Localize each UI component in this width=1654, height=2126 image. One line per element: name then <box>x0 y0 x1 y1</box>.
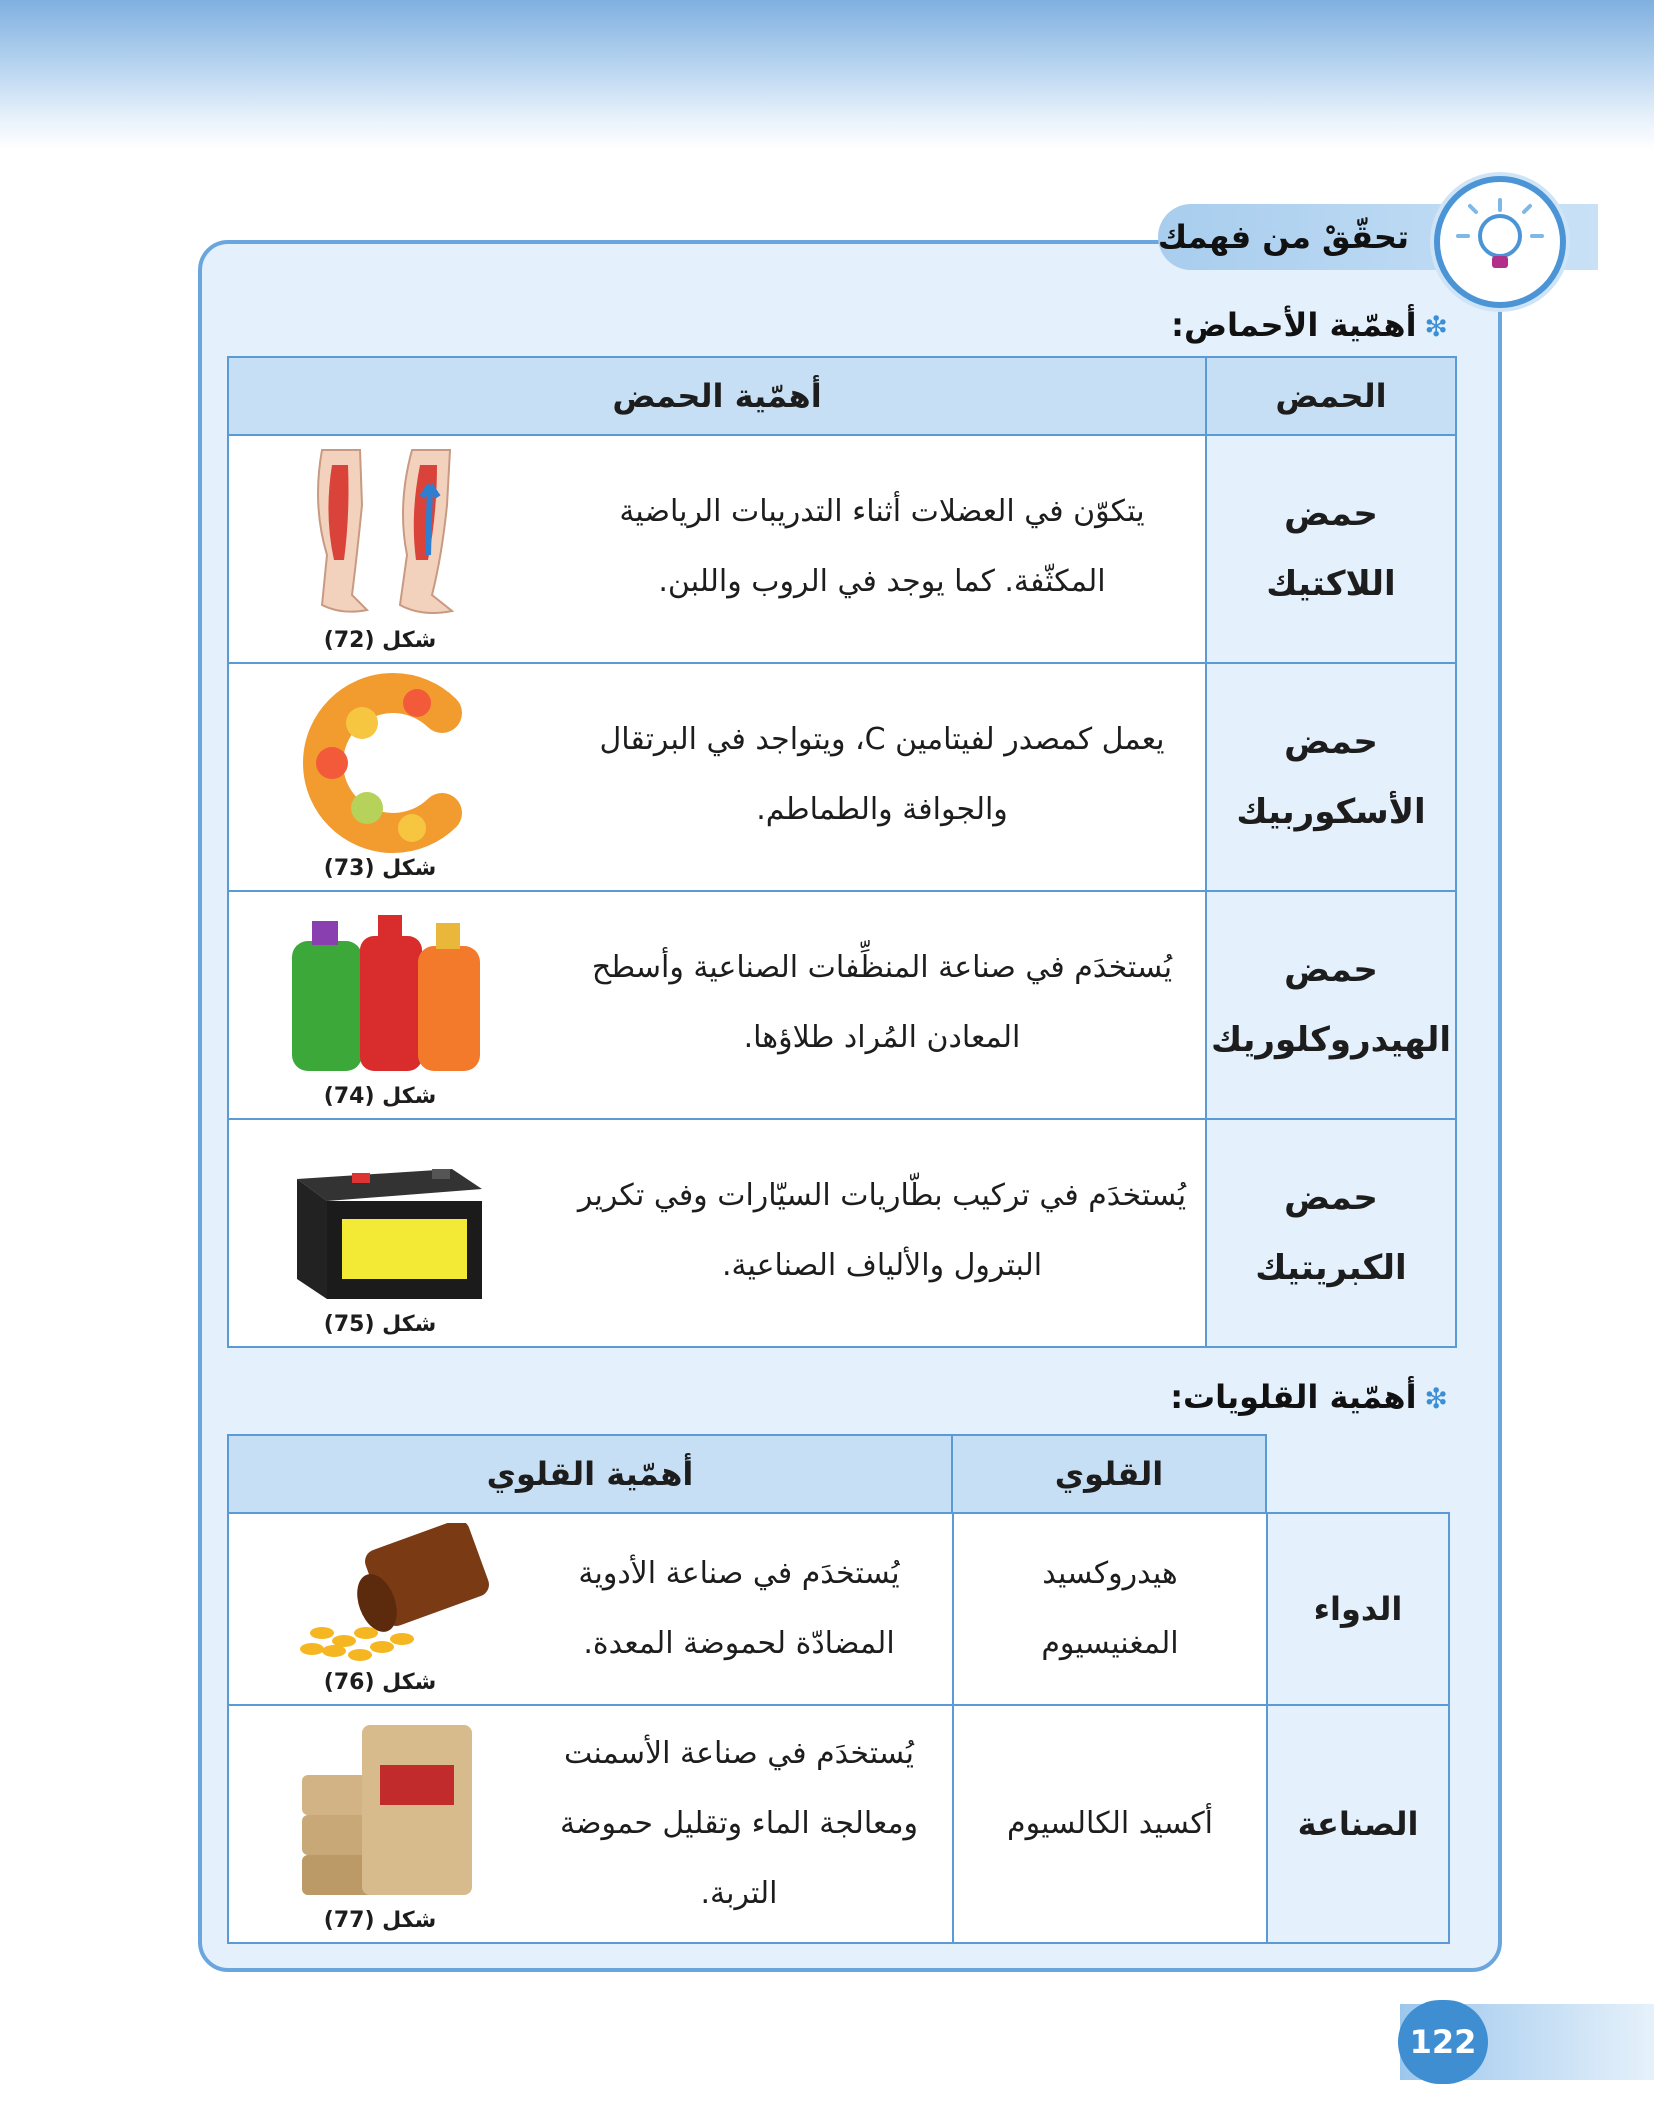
alkali-importance-column-header: أهمّية القلوي <box>228 1435 952 1513</box>
alkalis-table <box>227 1512 1450 1944</box>
cement-bags-icon <box>282 1715 492 1905</box>
figure-caption: شكل (74) <box>323 1084 437 1109</box>
figure-caption: شكل (77) <box>323 1908 437 1933</box>
acid-description: يتكوّن في العضلات أثناء التدريبات الرياضية المكثّفة. كما يوجد في الروب واللبن. <box>619 494 1145 599</box>
alkalis-header-row <box>228 1435 1266 1513</box>
acid-name: حمض اللاكتيك <box>1206 435 1456 663</box>
acids-table <box>227 356 1457 1348</box>
alkali-category: الدواء <box>1267 1513 1449 1705</box>
citrus-c-icon <box>282 673 492 853</box>
acid-description: يعمل كمصدر لفيتامين C، ويتواجد في البرتقال والجوافة والطماطم. <box>599 722 1165 827</box>
pill-bottle-icon <box>282 1523 492 1673</box>
acid-importance-cell <box>228 435 1206 663</box>
table-row <box>228 435 1456 663</box>
acid-importance-cell <box>228 1119 1206 1347</box>
acid-column-header: الحمض <box>1206 357 1456 435</box>
acid-description: يُستخدَم في صناعة المنظِّفات الصناعية وأسطح المعادن المُراد طلاؤها. <box>591 950 1173 1055</box>
lightbulb-icon <box>1434 176 1566 308</box>
detergent-bottles-icon <box>282 901 492 1081</box>
section-heading: تحقّقْ من فهمك <box>1157 218 1409 256</box>
acids-header-row <box>228 357 1456 435</box>
figure-caption: شكل (76) <box>323 1670 437 1695</box>
legs-muscles-icon <box>282 445 492 625</box>
bullet-star-icon: ❇ <box>1424 310 1448 343</box>
acid-name: حمض الكبريتيك <box>1206 1119 1456 1347</box>
table-row <box>228 1705 1449 1943</box>
alkali-name: أكسيد الكالسيوم <box>953 1705 1267 1943</box>
top-gradient-band <box>0 0 1654 150</box>
acid-importance-column-header: أهمّية الحمض <box>228 357 1206 435</box>
acid-importance-cell <box>228 891 1206 1119</box>
bullet-star-icon: ❇ <box>1424 1382 1448 1415</box>
alkali-category: الصناعة <box>1267 1705 1449 1943</box>
alkali-importance-cell <box>228 1705 953 1943</box>
table-row <box>228 663 1456 891</box>
acid-importance-cell <box>228 663 1206 891</box>
table-row <box>228 1119 1456 1347</box>
acids-section-title: ❇أهمّية الأحماض: <box>1171 306 1448 344</box>
figure-caption: شكل (75) <box>323 1312 437 1337</box>
alkali-description: يُستخدَم في صناعة الأسمنت ومعالجة الماء وتقليل حموضة التربة. <box>559 1736 919 1911</box>
table-row <box>228 1513 1449 1705</box>
alkalis-section-title: ❇أهمّية القلويات: <box>1170 1378 1448 1416</box>
alkalis-header-table <box>227 1434 1267 1514</box>
alkali-column-header: القلوي <box>952 1435 1266 1513</box>
alkali-description: يُستخدَم في صناعة الأدوية المضادّة لحموضة المعدة. <box>578 1556 900 1661</box>
acid-name: حمض الهيدروكلوريك <box>1206 891 1456 1119</box>
alkali-name: هيدروكسيد المغنيسيوم <box>953 1513 1267 1705</box>
acid-description: يُستخدَم في تركيب بطّاريات السيّارات وفي تكرير البترول والألياف الصناعية. <box>577 1178 1187 1283</box>
page-number: 122 <box>1398 2000 1488 2084</box>
car-battery-icon <box>282 1129 492 1309</box>
acid-name: حمض الأسكوربيك <box>1206 663 1456 891</box>
figure-caption: شكل (72) <box>323 628 437 653</box>
figure-caption: شكل (73) <box>323 856 437 881</box>
alkali-importance-cell <box>228 1513 953 1705</box>
table-row <box>228 891 1456 1119</box>
